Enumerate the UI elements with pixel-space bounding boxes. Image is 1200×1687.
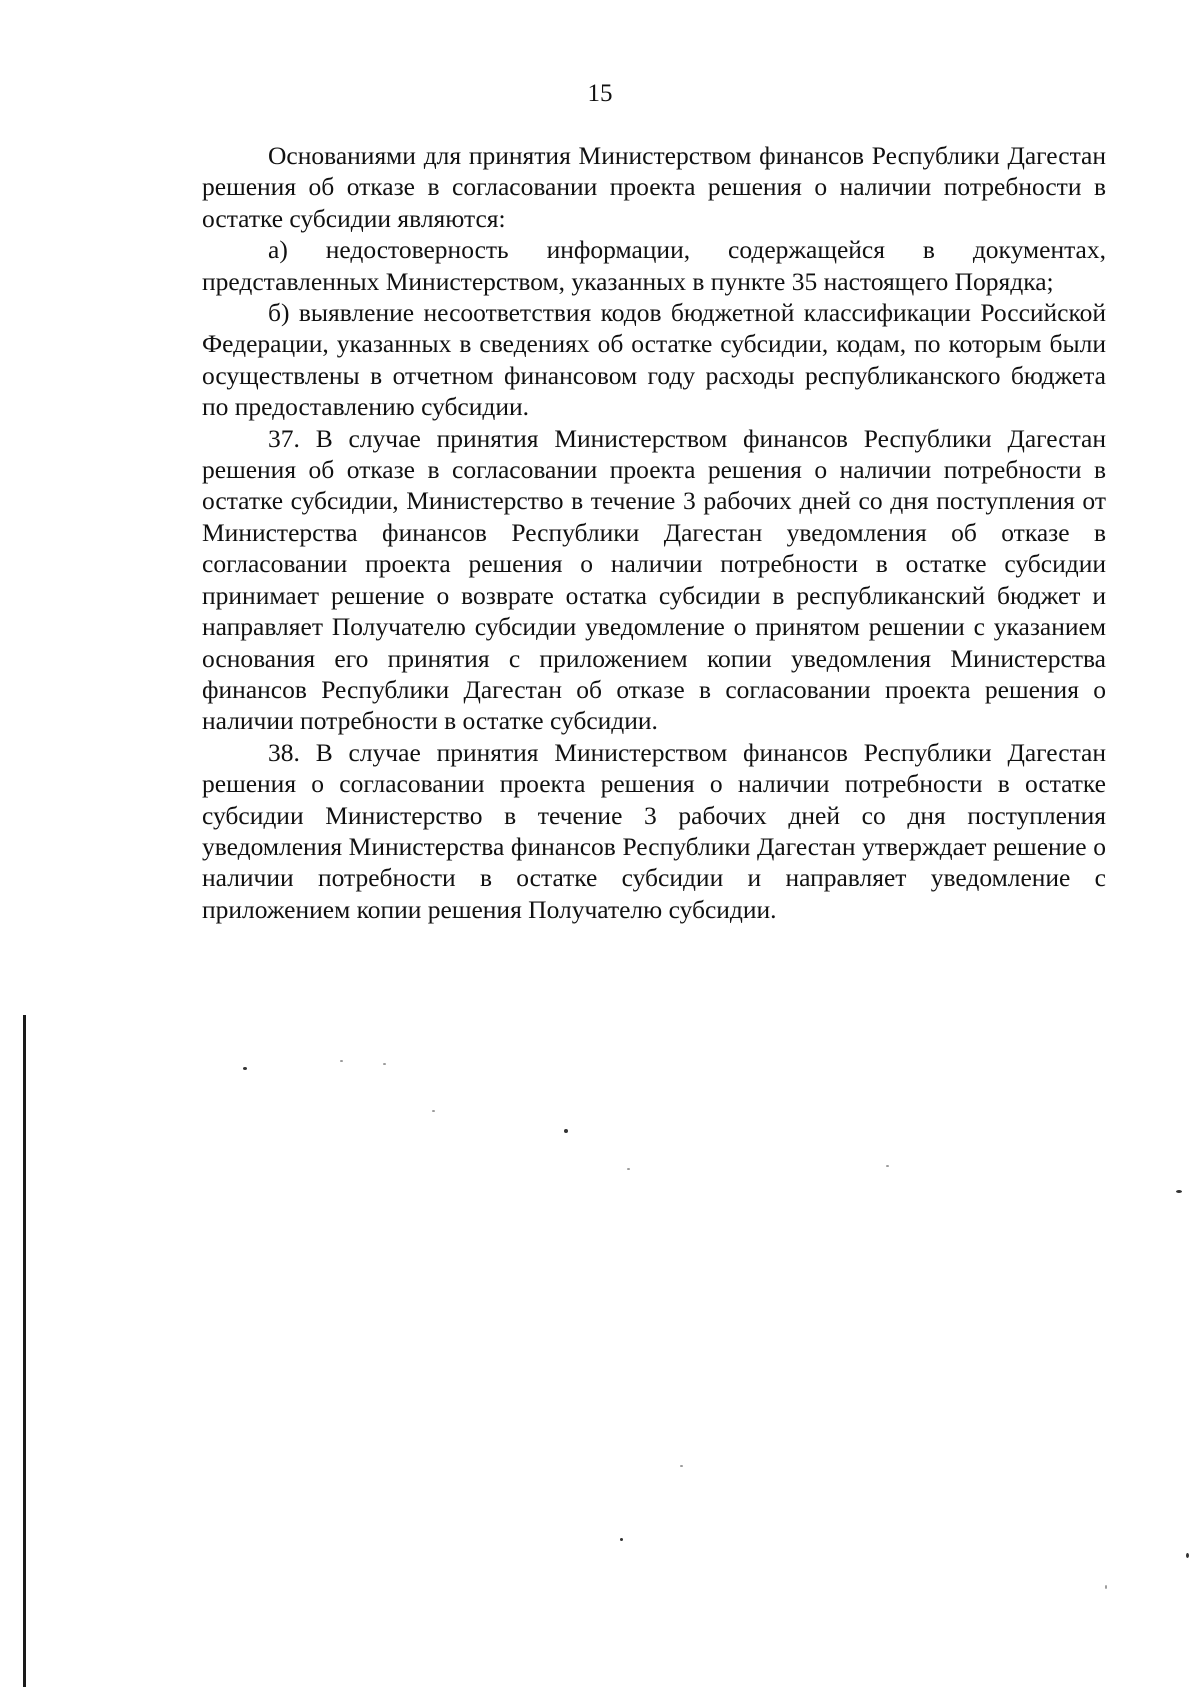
scan-speck [432,1110,435,1112]
paragraph-37: 37. В случае принятия Министерством финансов Республики Дагестан решения об отказе в согласовании проекта решения о наличии потребности в остатке субсидии, Министерство в течение 3 рабочих дней со дня поступления от Министерства финансов Республики Дагестан уведомления об отказе в согласовании проекта решения о наличии потребности в остатке субсидии принимает решение о возврате остатка субсидии в республиканский бюджет и направляет Получателю субсидии уведомление о принятом решении с указанием основания его принятия с приложением копии уведомления Министерства финансов Республики Дагестан об отказе в согласовании проекта решения о наличии потребности в остатке субсидии. [202,423,1106,736]
body-text [202,140,1106,925]
scan-speck [243,1067,247,1070]
scan-speck [383,1063,386,1065]
page-number: 15 [587,80,613,107]
scan-speck [340,1060,343,1062]
scan-speck [680,1465,683,1467]
paragraph-grounds-intro: Основаниями для принятия Министерством финансов Республики Дагестан решения об отказе в согласовании проекта решения о наличии потребности в остатке субсидии являются: [202,141,1106,233]
scan-speck [1186,1553,1189,1558]
scan-speck [1176,1190,1182,1193]
scan-edge-line [23,1015,26,1687]
scan-speck [886,1165,889,1167]
scan-speck [627,1168,630,1170]
scan-speck [1105,1585,1107,1589]
paragraph-item-b: б) выявление несоответствия кодов бюджетной классификации Российской Федерации, указанных в сведениях об остатке субсидии, кодам, по которым были осуществлены в отчетном финансовом году расходы республиканского бюджета по предоставлению субсидии. [202,298,1106,422]
scan-speck [564,1129,568,1133]
scan-speck [620,1538,623,1541]
paragraph-38: 38. В случае принятия Министерством финансов Республики Дагестан решения о согласовании проекта решения о наличии потребности в остатке субсидии Министерство в течение 3 рабочих дней со дня поступления уведомления Министерства финансов Республики Дагестан утверждает решение о наличии потребности в остатке субсидии и направляет уведомление с приложением копии решения Получателю субсидии. [202,737,1106,924]
paragraph-item-a: а) недостоверность информации, содержащейся в документах, представленных Министерством, указанных в пункте 35 настоящего Порядка; [202,235,1106,296]
